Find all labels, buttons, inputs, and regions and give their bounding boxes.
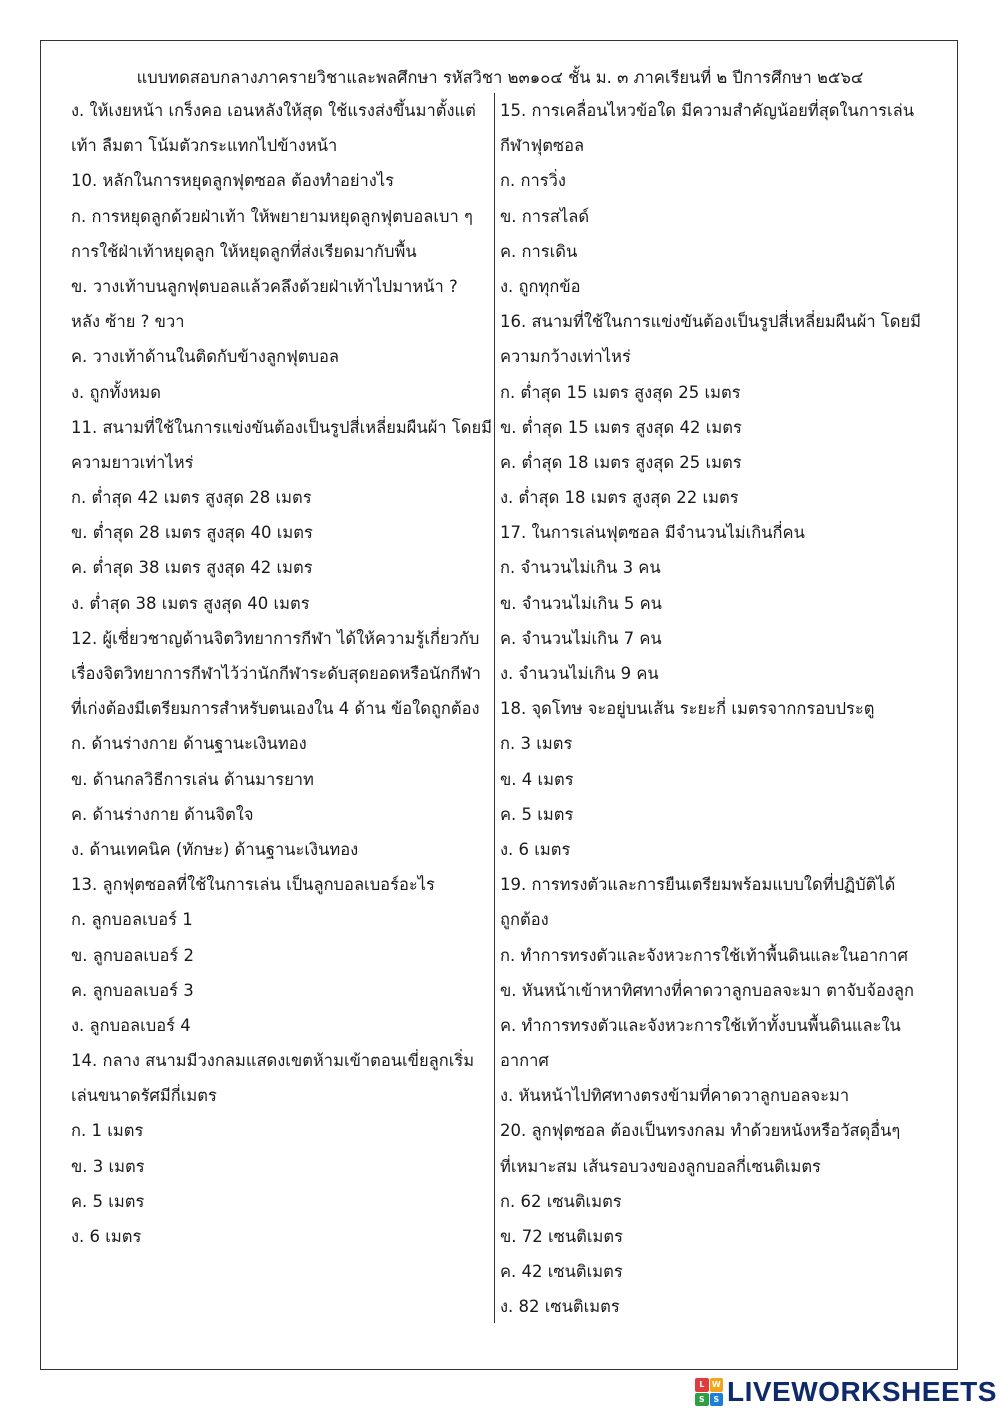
- text-line: กีฬาฟุตซอล: [500, 136, 585, 156]
- text-line: ก. 62 เซนติเมตร: [500, 1191, 622, 1211]
- text-line: ถูกต้อง: [500, 910, 549, 930]
- text-line: ข. 72 เซนติเมตร: [500, 1227, 623, 1246]
- text-line: ค. ต่ำสุด 38 เมตร สูงสุด 42 เมตร: [71, 558, 313, 578]
- text-line: หลัง ซ้าย ? ขวา: [71, 312, 185, 332]
- text-line: ข. ด้านกลวิธีการเล่น ด้านมารยาท: [71, 769, 314, 789]
- logo-letter: S: [710, 1393, 724, 1407]
- text-line: ข. ต่ำสุด 28 เมตร สูงสุด 40 เมตร: [71, 523, 313, 543]
- right-column: [500, 93, 930, 1325]
- text-line: ค. ทำการทรงตัวและจังหวะการใช้เท้าทั้งบนพื้นดินและใน: [500, 1015, 901, 1035]
- text-line: 16. สนามที่ใช้ในการแข่งขันต้องเป็นรูปสี่เหลี่ยมผืนผ้า โดยมี: [500, 312, 921, 332]
- text-line: ก. ต่ำสุด 15 เมตร สูงสุด 25 เมตร: [500, 382, 741, 402]
- text-line: 13. ลูกฟุตซอลที่ใช้ในการเล่น เป็นลูกบอลเบอร์อะไร: [71, 875, 435, 895]
- text-line: 18. จุดโทษ จะอยู่บนเส้น ระยะกี่ เมตรจากกรอบประตู: [500, 699, 875, 719]
- text-line: ง. ด้านเทคนิค (ทักษะ) ด้านฐานะเงินทอง: [71, 839, 359, 859]
- text-line: ค. ต่ำสุด 18 เมตร สูงสุด 25 เมตร: [500, 452, 742, 472]
- text-line: ค. การเดิน: [500, 241, 578, 261]
- text-line: 10. หลักในการหยุดลูกฟุตซอล ต้องทำอย่างไร: [71, 171, 395, 191]
- text-line: อากาศ: [500, 1051, 549, 1071]
- text-line: 17. ในการเล่นฟุตซอล มีจำนวนไม่เกินกี่คน: [500, 523, 805, 543]
- logo-letter: L: [695, 1378, 709, 1392]
- text-line: ก. ทำการทรงตัวและจังหวะการใช้เท้าพื้นดินและในอากาศ: [500, 945, 909, 965]
- text-line: 14. กลาง สนามมีวงกลมแสดงเขตห้ามเข้าตอนเขี่ยลูกเริ่ม: [71, 1051, 475, 1071]
- text-line: ข. 4 เมตร: [500, 769, 574, 789]
- brand-name: LIVEWORKSHEETS: [727, 1376, 997, 1407]
- logo-letter: W: [710, 1378, 724, 1392]
- text-line: ความกว้างเท่าไหร่: [500, 347, 631, 367]
- text-line: ที่เก่งต้องมีเตรียมการสำหรับตนเองใน 4 ด้าน ข้อใดถูกต้อง: [71, 699, 480, 719]
- text-line: การใช้ฝ่าเท้าหยุดลูก ให้หยุดลูกที่ส่งเรียดมากับพื้น: [71, 241, 417, 261]
- text-line: ข. วางเท้าบนลูกฟุตบอลแล้วคลึงด้วยฝ่าเท้าไปมาหน้า ?: [71, 276, 458, 296]
- text-line: ก. จำนวนไม่เกิน 3 คน: [500, 558, 661, 578]
- left-column: [71, 93, 501, 1254]
- text-line: ค. ลูกบอลเบอร์ 3: [71, 980, 194, 1000]
- text-line: ข. จำนวนไม่เกิน 5 คน: [500, 593, 662, 613]
- text-line: 12. ผู้เชี่ยวชาญด้านจิตวิทยาการกีฬา ได้ให้ความรู้เกี่ยวกับ: [71, 628, 480, 648]
- column-divider: [494, 93, 495, 1323]
- text-line: ง. ถูกทั้งหมด: [71, 382, 161, 402]
- text-line: ง. 6 เมตร: [71, 1227, 142, 1246]
- text-line: 19. การทรงตัวและการยืนเตรียมพร้อมแบบใดที่ปฏิบัติได้: [500, 875, 896, 895]
- text-line: ค. จำนวนไม่เกิน 7 คน: [500, 628, 662, 648]
- text-line: ข. ลูกบอลเบอร์ 2: [71, 945, 194, 965]
- text-line: ง. ต่ำสุด 38 เมตร สูงสุด 40 เมตร: [71, 593, 310, 613]
- text-line: ค. วางเท้าด้านในติดกับข้างลูกฟุตบอล: [71, 347, 339, 367]
- logo-letter: S: [695, 1393, 709, 1407]
- liveworksheets-logo-icon: [695, 1378, 723, 1406]
- text-line: ก. ด้านร่างกาย ด้านฐานะเงินทอง: [71, 734, 307, 754]
- text-line: เล่นขนาดรัศมีกี่เมตร: [71, 1086, 217, 1106]
- text-line: ง. ให้เงยหน้า เกร็งคอ เอนหลังให้สุด ใช้แรงส่งขึ้นมาตั้งแต่: [71, 101, 476, 120]
- text-line: ก. ต่ำสุด 42 เมตร สูงสุด 28 เมตร: [71, 488, 312, 508]
- text-line: ง. หันหน้าไปทิศทางตรงข้ามที่คาดวาลูกบอลจะมา: [500, 1086, 850, 1106]
- text-line: ค. 5 เมตร: [71, 1191, 145, 1211]
- text-line: ที่เหมาะสม เส้นรอบวงของลูกบอลกี่เซนติเมตร: [500, 1156, 821, 1176]
- text-line: ก. การวิ่ง: [500, 171, 566, 191]
- text-line: ก. ลูกบอลเบอร์ 1: [71, 910, 193, 930]
- text-line: ง. 82 เซนติเมตร: [500, 1297, 620, 1317]
- worksheet-page: [40, 40, 958, 1370]
- text-line: ค. ด้านร่างกาย ด้านจิตใจ: [71, 804, 254, 824]
- liveworksheets-brand[interactable]: [695, 1377, 997, 1407]
- text-line: ก. การหยุดลูกด้วยฝ่าเท้า ให้พยายามหยุดลูกฟุตบอลเบา ๆ: [71, 206, 473, 226]
- text-line: เรื่องจิตวิทยาการกีฬาไว้ว่านักกีฬาระดับสุดยอดหรือนักกีฬา: [71, 664, 481, 683]
- text-line: 20. ลูกฟุตซอล ต้องเป็นทรงกลม ทำด้วยหนังหรือวัสดุอื่นๆ: [500, 1121, 901, 1141]
- text-line: ความยาวเท่าไหร่: [71, 452, 194, 472]
- text-line: ง. ต่ำสุด 18 เมตร สูงสุด 22 เมตร: [500, 488, 739, 508]
- text-line: ข. ต่ำสุด 15 เมตร สูงสุด 42 เมตร: [500, 417, 742, 437]
- text-line: ข. การสไลด์: [500, 206, 590, 226]
- page-title: แบบทดสอบกลางภาครายวิชาและพลศึกษา รหัสวิชา ๒๓๑๐๔ ชั้น ม. ๓ ภาคเรียนที่ ๒ ปีการศึกษา ๒๕๖๔: [136, 68, 864, 87]
- text-line: เท้า ลืมตา โน้มตัวกระแทกไปข้างหน้า: [71, 136, 338, 156]
- text-line: ก. 1 เมตร: [71, 1121, 144, 1141]
- text-line: ค. 42 เซนติเมตร: [500, 1262, 623, 1282]
- text-line: ง. ถูกทุกข้อ: [500, 276, 581, 296]
- text-line: 11. สนามที่ใช้ในการแข่งขันต้องเป็นรูปสี่เหลี่ยมผืนผ้า โดยมี: [71, 417, 492, 437]
- text-line: ง. ลูกบอลเบอร์ 4: [71, 1015, 191, 1035]
- text-line: ง. 6 เมตร: [500, 839, 571, 859]
- text-line: ข. 3 เมตร: [71, 1156, 145, 1176]
- text-line: 15. การเคลื่อนไหวข้อใด มีความสำคัญน้อยที่สุดในการเล่น: [500, 101, 914, 120]
- text-line: ข. หันหน้าเข้าหาทิศทางที่คาดวาลูกบอลจะมา ตาจับจ้องลูก: [500, 980, 915, 1000]
- text-line: ก. 3 เมตร: [500, 734, 573, 754]
- text-line: ง. จำนวนไม่เกิน 9 คน: [500, 664, 659, 683]
- text-line: ค. 5 เมตร: [500, 804, 574, 824]
